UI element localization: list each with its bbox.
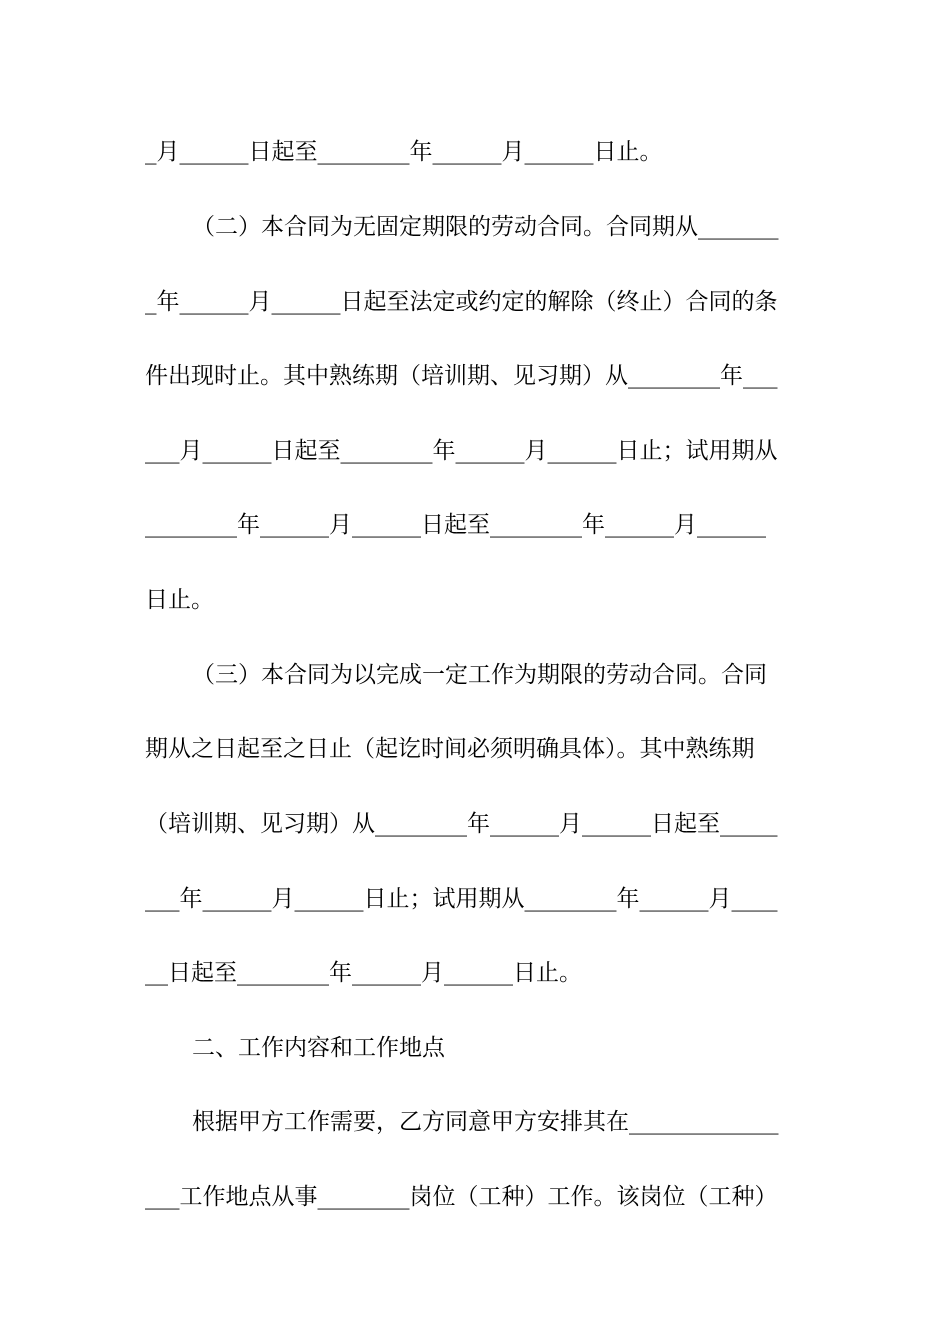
text-line-11: ___年______月______日止；试用期从________年______月____ [145, 886, 778, 912]
text-line-9: 期从之日起至之日止（起讫时间必须明确具体）。其中熟练期 [145, 736, 755, 762]
section-heading: 二、工作内容和工作地点 [192, 1035, 445, 1061]
text-line-6: ________年______月______日起至________年______月______ [145, 512, 766, 538]
text-line-5: ___月______日起至________年______月______日止；试用期从 [145, 438, 778, 464]
text-line-14: 根据甲方工作需要，乙方同意甲方安排其在_____________ [192, 1109, 779, 1135]
text-line-12: __日起至________年______月______日止。 [145, 960, 582, 986]
text-line-10: （培训期、见习期）从________年______月______日起至_____ [145, 811, 778, 837]
text-line-1: _月______日起至________年______月______日止。 [145, 139, 663, 165]
text-line-8: （三）本合同为以完成一定工作为期限的劳动合同。合同 [192, 662, 767, 688]
text-line-7: 日止。 [145, 587, 214, 613]
text-line-15: ___工作地点从事________岗位（工种）工作。该岗位（工种） [145, 1184, 778, 1210]
text-line-2: （二）本合同为无固定期限的劳动合同。合同期从_______ [192, 214, 779, 240]
text-line-3: _年______月______日起至法定或约定的解除（终止）合同的条 [145, 289, 778, 315]
text-line-4: 件出现时止。其中熟练期（培训期、见习期）从________年___ [145, 363, 778, 389]
